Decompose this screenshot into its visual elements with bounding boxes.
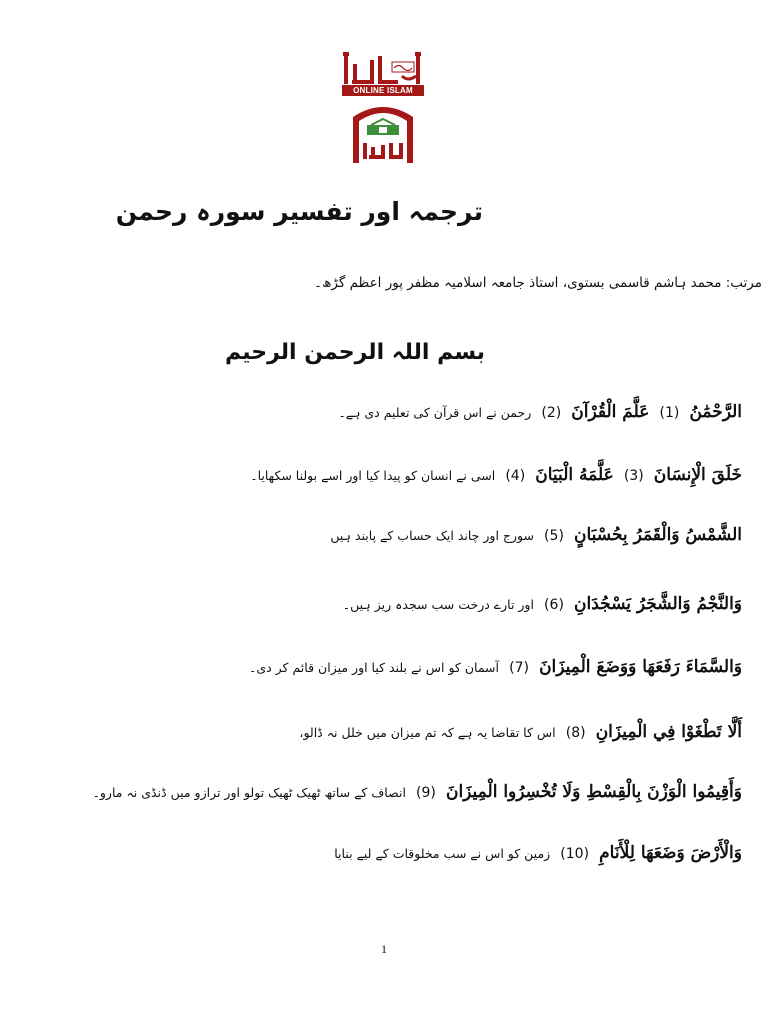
verse-number: (10) <box>560 846 590 862</box>
verse-translation: سورج اور چاند ایک حساب کے پابند ہیں <box>330 528 534 543</box>
verse-line <box>299 717 742 747</box>
verse-line <box>334 838 742 868</box>
verse-arabic: وَالسَّمَاءَ رَفَعَهَا وَوَضَعَ الْمِيزَانَ <box>539 657 742 677</box>
verse-line <box>338 397 742 427</box>
verse-line <box>93 777 742 807</box>
verse-translation: اور تارے درخت سب سجدہ ریز ہیں۔ <box>342 597 534 612</box>
verse-number: (2) <box>541 405 562 421</box>
verse-arabic: وَالْأَرْضَ وَضَعَهَا لِلْأَنَامِ <box>599 843 742 863</box>
verse-arabic: عَلَّمَ الْقُرْآنَ <box>571 402 650 422</box>
logo-banner-text: ONLINE ISLAM <box>342 85 424 96</box>
verse-number: (4) <box>505 468 526 484</box>
verse-translation: انصاف کے ساتھ ٹھیک ٹھیک تولو اور ترازو میں ڈنڈی نہ مارو۔ <box>92 785 406 800</box>
building-logo <box>349 103 417 163</box>
online-islam-logo <box>342 50 424 96</box>
compiler-text: مرتب: محمد ہاشم قاسمی بستوی، استاذ جامعہ اسلامیہ مظفر پور اعظم گڑھ۔ <box>314 275 762 291</box>
verse-line <box>330 520 742 550</box>
page-number: 1 <box>381 942 387 956</box>
page-title: ترجمہ اور تفسیر سورہ رحمن <box>115 197 483 226</box>
verse-line <box>249 652 742 682</box>
verse-arabic: الرَّحْمَٰنُ <box>689 402 742 422</box>
verse-number: (7) <box>509 660 529 676</box>
verse-translation: زمین کو اس نے سب مخلوقات کے لیے بنایا <box>334 846 551 861</box>
verse-line <box>343 589 742 619</box>
verse-arabic: وَالنَّجْمُ وَالشَّجَرُ يَسْجُدَانِ <box>574 594 742 614</box>
bismillah: بسم اللہ الرحمن الرحیم <box>224 340 485 365</box>
verse-arabic: أَلَّا تَطْغَوْا فِي الْمِيزَانِ <box>595 722 742 742</box>
verse-number: (1) <box>659 405 680 421</box>
verse-translation: رحمن نے اس قرآن کی تعلیم دی ہے۔ <box>338 405 532 420</box>
verse-arabic: خَلَقَ الْإِنسَانَ <box>653 465 742 485</box>
verse-number: (6) <box>544 597 564 613</box>
verse-number: (8) <box>565 725 586 741</box>
verse-translation: اسی نے انسان کو پیدا کیا اور اسے بولنا سکھایا۔ <box>250 468 496 483</box>
building-book-icon <box>349 103 417 163</box>
verse-arabic: الشَّمْسُ وَالْقَمَرُ بِحُسْبَانٍ <box>574 525 742 545</box>
verse-translation: آسمان کو اس نے بلند کیا اور میزان قائم کر دی۔ <box>249 660 500 675</box>
verse-line <box>250 460 742 490</box>
verse-number: (3) <box>623 468 644 484</box>
verse-arabic: عَلَّمَهُ الْبَيَانَ <box>535 465 614 485</box>
verse-translation: اس کا تقاضا یہ ہے کہ تم میزان میں خلل نہ ڈالو، <box>299 725 556 740</box>
verse-number: (5) <box>544 528 564 544</box>
verse-number: (9) <box>416 785 436 801</box>
calligraphy-logo-icon <box>342 50 424 86</box>
verse-arabic: وَأَقِيمُوا الْوَزْنَ بِالْقِسْطِ وَلَا تُخْسِرُوا الْمِيزَانَ <box>445 782 742 802</box>
